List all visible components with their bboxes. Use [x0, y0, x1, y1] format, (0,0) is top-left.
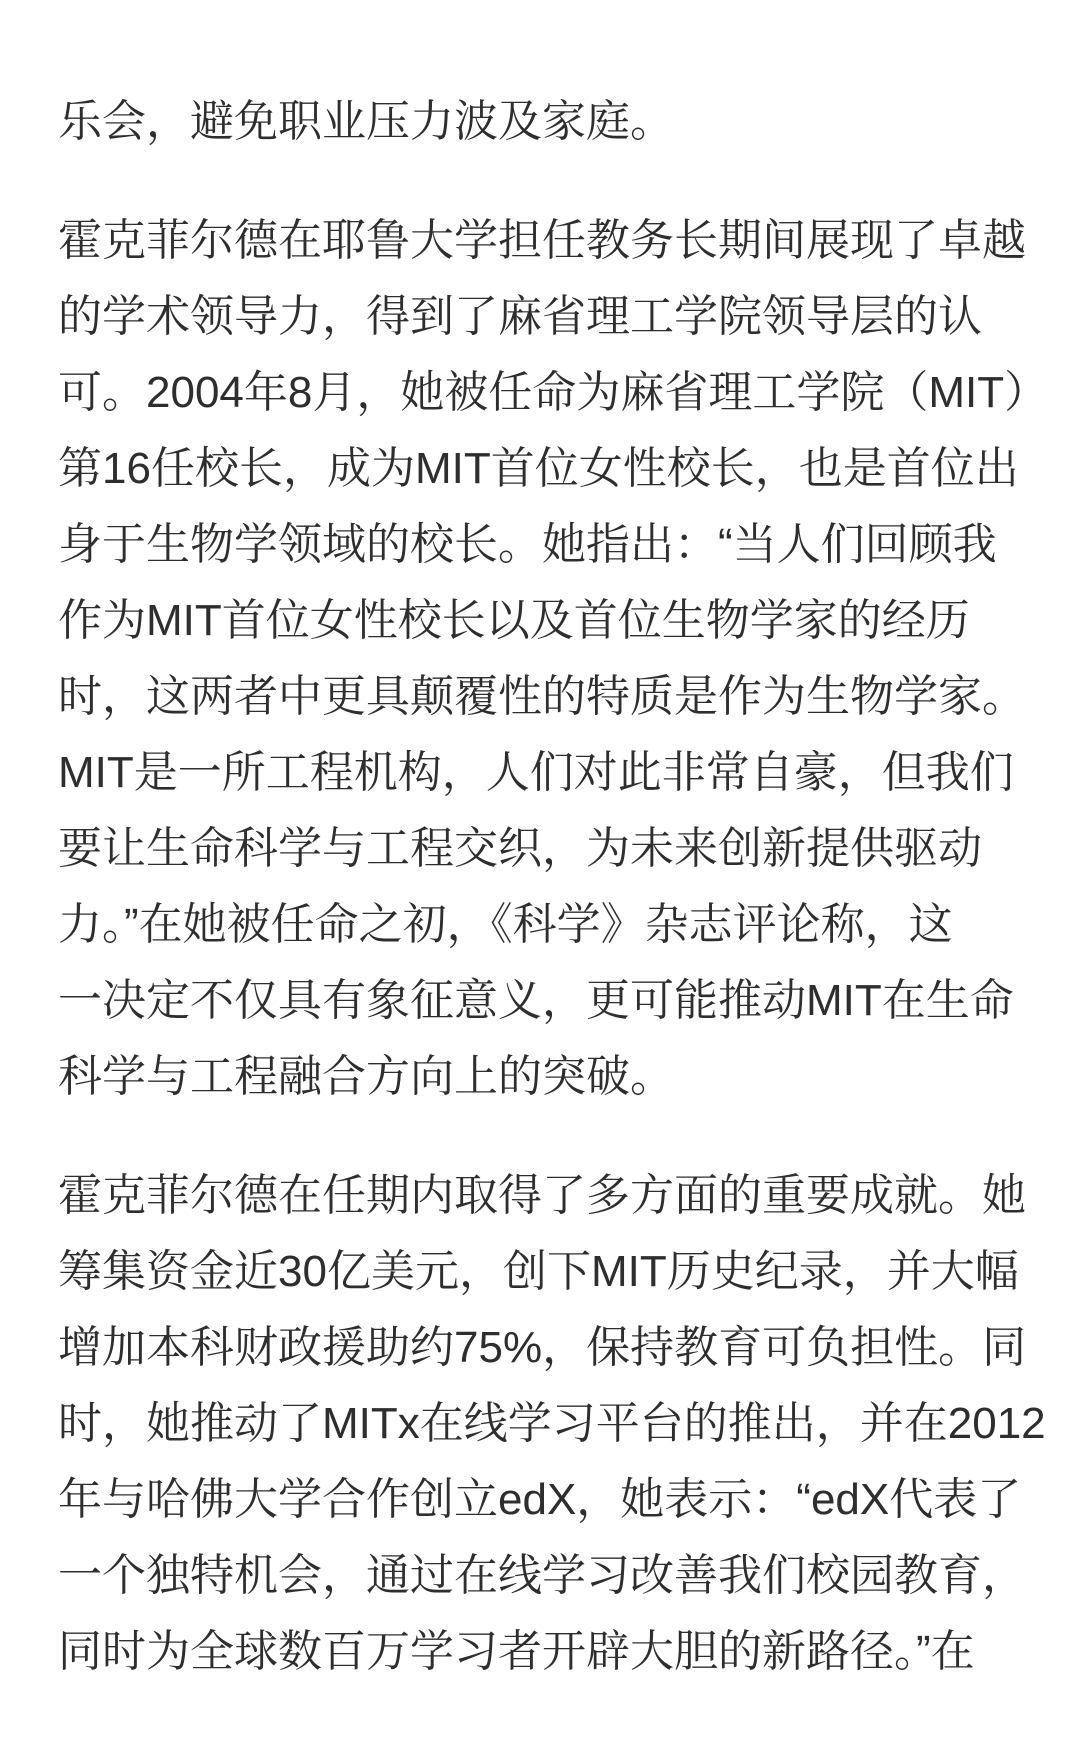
text-line: 霍克菲尔德在任期内取得了多方面的重要成就。她 — [58, 1171, 1026, 1220]
text-line: 力。”在她被任命之初，《科学》杂志评论称，这 — [58, 900, 953, 949]
text-line: 乐会，避免职业压力波及家庭。 — [58, 97, 674, 146]
text-line: 增加本科财政援助约75%，保持教育可负担性。同 — [58, 1323, 1027, 1372]
text-line: 一个独特机会，通过在线学习改善我们校园教育， — [58, 1551, 1026, 1600]
text-line: 身于生物学领域的校长。她指出：“当人们回顾我 — [58, 520, 997, 569]
text-line: 的学术领导力，得到了麻省理工学院领导层的认 — [58, 292, 982, 341]
text-line: MIT是一所工程机构，人们对此非常自豪，但我们 — [58, 748, 1014, 797]
paragraph — [58, 84, 1022, 160]
text-line: 一决定不仅具有象征意义，更可能推动MIT在生命 — [58, 976, 1014, 1025]
text-line: 第16任校长，成为MIT首位女性校长，也是首位出 — [58, 444, 1019, 493]
text-line: 时，她推动了MITx在线学习平台的推出，并在2012 — [58, 1399, 1046, 1448]
text-line: 霍克菲尔德在耶鲁大学担任教务长期间展现了卓越 — [58, 216, 1026, 265]
text-line: 要让生命科学与工程交织，为未来创新提供驱动 — [58, 824, 982, 873]
text-line: 筹集资金近30亿美元，创下MIT历史纪录，并大幅 — [58, 1247, 1019, 1296]
text-line: 科学与工程融合方向上的突破。 — [58, 1052, 674, 1101]
paragraph — [58, 1158, 1046, 1690]
text-line: 可。2004年8月，她被任命为麻省理工学院（MIT） — [58, 368, 1049, 417]
text-line: 年与哈佛大学合作创立edX，她表示：“edX代表了 — [58, 1475, 1022, 1524]
text-line: 作为MIT首位女性校长以及首位生物学家的经历 — [58, 596, 970, 645]
text-line: 同时为全球数百万学习者开辟大胆的新路径。”在 — [58, 1627, 975, 1676]
text-line: 时，这两者中更具颠覆性的特质是作为生物学家。 — [58, 672, 1026, 721]
paragraph — [58, 203, 1049, 1115]
